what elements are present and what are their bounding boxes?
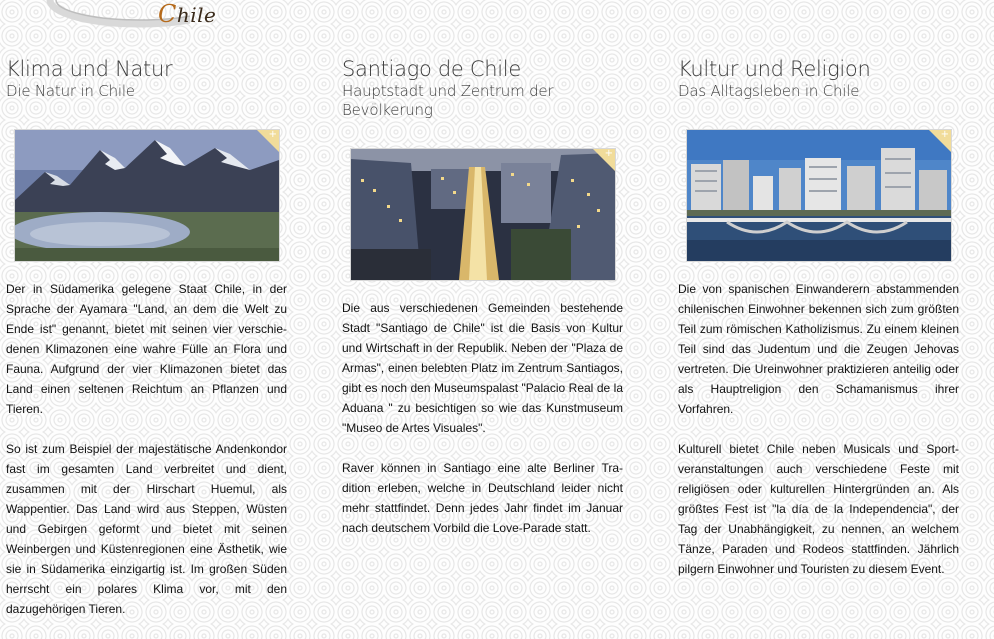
column-text-klima <box>6 279 287 639</box>
city-night-image[interactable] <box>350 148 616 281</box>
column-subtitle: Die Natur in Chile <box>6 82 135 100</box>
column-title: Kultur und Religion <box>678 57 871 81</box>
city-river-image[interactable] <box>686 129 952 262</box>
paragraph: Die aus verschiedenen Gemeinden bestehende Stadt "Santiago de Chile" ist die Basis von Kultur und Wirtschaft in der Republik. Neben der "Plaza de Armas", einen belebten Platz im Zentrum Santiagos, gibt es noch den Museumspalast "Palacio Real de la Aduana " zu besichtigen so wie das Kunstmuseum "Museo de Artes Visuales". <box>342 301 623 435</box>
column-kultur <box>678 56 960 101</box>
column-title: Santiago de Chile <box>342 57 521 81</box>
logo-text: Chile <box>158 0 217 28</box>
paragraph: Kulturell bietet Chile neben Musicals und Sport-veranstaltungen auch verschiedene Feste mit religiösen oder kulturellen Hintergründen an. Als größtes Fest ist "la día de la Independencia", der Tag der Unabhängigkeit, zu nennen, an welchem Tänze, Paraden und Rodeos stattfinden. Jährlich pilgern Einwohner und Touristen zu diesem Event. <box>678 442 959 576</box>
plus-icon: + <box>604 148 613 159</box>
mountain-lake-photo-icon <box>15 130 279 261</box>
plus-icon: + <box>940 129 949 140</box>
column-title: Klima und Natur <box>6 57 173 81</box>
column-subtitle: Das Alltagsleben in Chile <box>678 82 860 100</box>
city-river-bridge-photo-icon <box>687 130 951 261</box>
mountain-lake-image[interactable] <box>14 129 280 262</box>
city-night-photo-icon <box>351 149 615 280</box>
paragraph: Die von spanischen Einwanderern abstammenden chilenischen Einwohner bekennen sich zum größten Teil zum römischen Katholizismus. Zu einem kleinen Teil sind das Judentum und die Zeugen Jehovas vertreten. Die Ureinwohner praktizieren anteilig oder als Hauptreligion den Schamanismus ihrer Vorfahren. <box>678 282 959 416</box>
paragraph: So ist zum Beispiel der majestätische Andenkondor fast im gesamten Land verbreitet und dient, zusammen mit der Hirschart Huemul, als Wappentier. Das Land wird aus Steppen, Wüsten und Gebirgen geformt und bietet mit seinen Weinbergen und Küstenregionen eine Ästhetik, wie sie in Südamerika einzigartig ist. Im großen Süden herrscht ein polares Klima vor, mit den dazugehörigen Tieren. <box>6 442 287 616</box>
column-subtitle: Hauptstadt und Zentrum der Bevölkerung <box>342 82 554 119</box>
column-text-santiago <box>342 298 623 558</box>
column-text-kultur <box>678 279 959 599</box>
site-logo[interactable] <box>40 0 217 32</box>
paragraph: Raver können in Santiago eine alte Berliner Tra-dition erleben, welche in Deutschland leider nicht mehr stattfindet. Denn jedes Jahr findet im Januar nach deutschem Vorbild die Love-Parade statt. <box>342 461 623 535</box>
plus-icon: + <box>268 129 277 140</box>
column-santiago <box>342 56 624 120</box>
column-klima <box>6 56 288 101</box>
paragraph: Der in Südamerika gelegene Staat Chile, in der Sprache der Ayamara "Land, an dem die Welt zu Ende ist" genannt, bietet mit seinen vier verschie-denen Klimazonen eine wahre Fülle an Flora und Fauna. Aufgrund der vier Klimazonen bietet das Land einen seltenen Reichtum an Pflanzen und Tieren. <box>6 282 287 416</box>
